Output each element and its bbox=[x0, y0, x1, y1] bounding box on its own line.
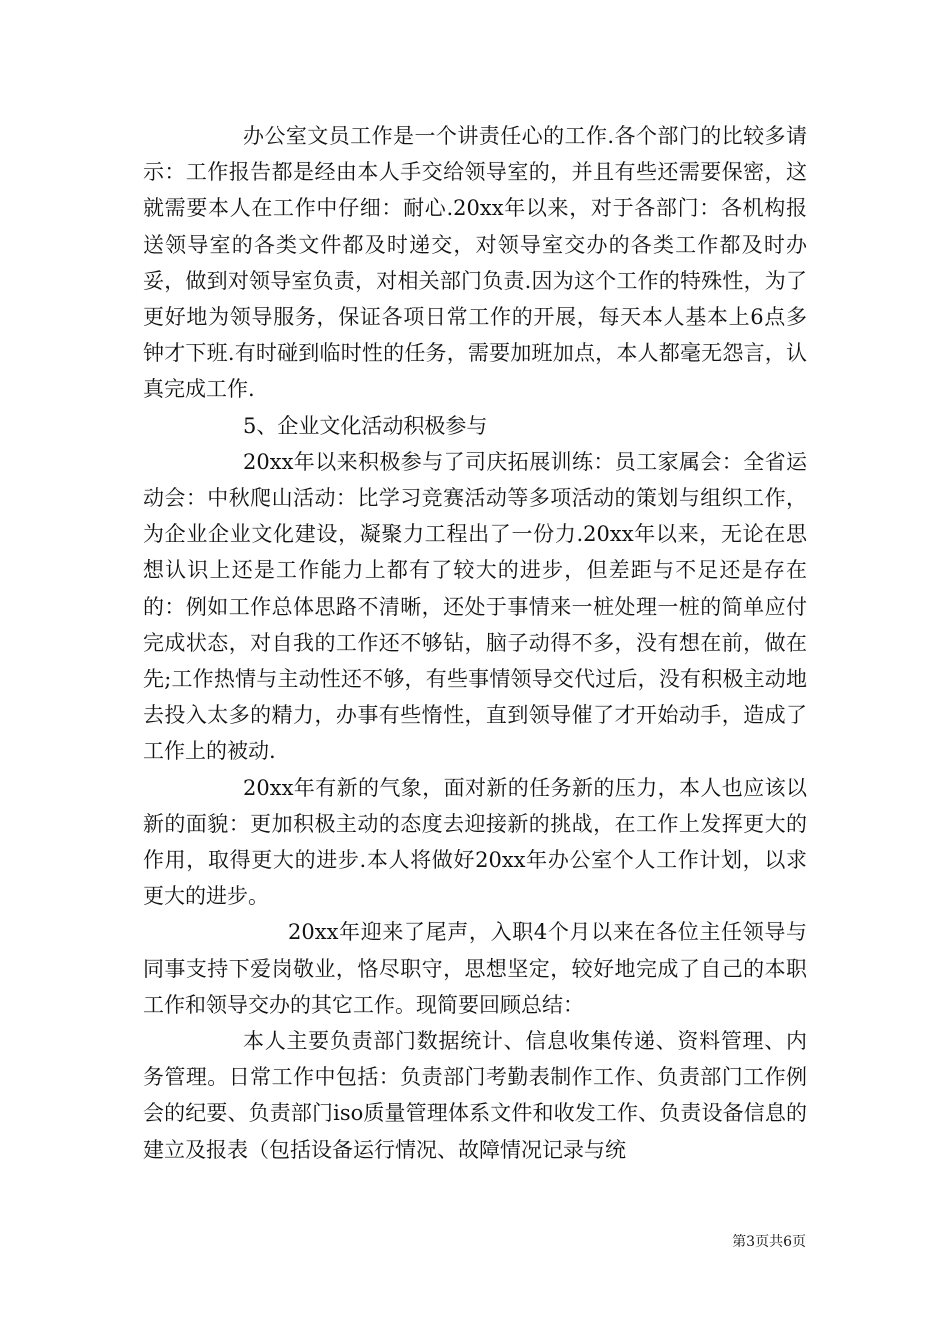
section-heading-culture-activities: 5、企业文化活动积极参与 bbox=[243, 413, 488, 438]
document-body bbox=[143, 118, 807, 1168]
paragraph-responsibilities: 本人主要负责部门数据统计、信息收集传递、资料管理、内务管理。日常工作中包括：负责部门考勤表制作工作、负责部门工作例会的纪要、负责部门iso质量管理体系文件和收发工作、负责设备信息的建立及报表（包括设备运行情况、故障情况记录与统 bbox=[143, 1029, 807, 1162]
paragraph-office-clerk-work: 办公室文员工作是一个讲责任心的工作.各个部门的比较多请示：工作报告都是经由本人手交给领导室的，并且有些还需要保密，这就需要本人在工作中仔细：耐心.20xx年以来，对于各部门：各机构报送领导室的各类文件都及时递交，对领导室交办的各类工作都及时办妥，做到对领导室负责，对相关部门负责.因为这个工作的特殊性，为了更好地为领导服务，保证各项日常工作的开展，每天本人基本上6点多钟才下班.有时碰到临时性的任务，需要加班加点，本人都毫无怨言，认真完成工作. bbox=[143, 124, 807, 402]
paragraph-year-end-review: 20xx年迎来了尾声，入职4个月以来在各位主任领导与同事支持下爱岗敬业，恪尽职守，思想坚定，较好地完成了自己的本职工作和领导交办的其它工作。现简要回顾总结： bbox=[143, 920, 807, 1017]
paragraph-new-year-outlook: 20xx年有新的气象，面对新的任务新的压力，本人也应该以新的面貌：更加积极主动的态度去迎接新的挑战，在工作上发挥更大的作用，取得更大的进步.本人将做好20xx年办公室个人工作计划，以求更大的进步。 bbox=[143, 775, 807, 909]
paragraph-activities-and-shortcomings: 20xx年以来积极参与了司庆拓展训练：员工家属会：全省运动会：中秋爬山活动：比学习竞赛活动等多项活动的策划与组织工作，为企业企业文化建设，凝聚力工程出了一份力.20xx年以来，无论在思想认识上还是工作能力上都有了较大的进步，但差距与不足还是存在的：例如工作总体思路不清晰，还处于事情来一桩处理一桩的简单应付完成状态，对自我的工作还不够钻，脑子动得不多，没有想在前，做在先;工作热情与主动性还不够，有些事情领导交代过后，没有积极主动地去投入太多的精力，办事有些惰性，直到领导催了才开始动手，造成了工作上的被动. bbox=[143, 449, 807, 764]
page-number-footer: 第3页共6页 bbox=[732, 1234, 806, 1250]
